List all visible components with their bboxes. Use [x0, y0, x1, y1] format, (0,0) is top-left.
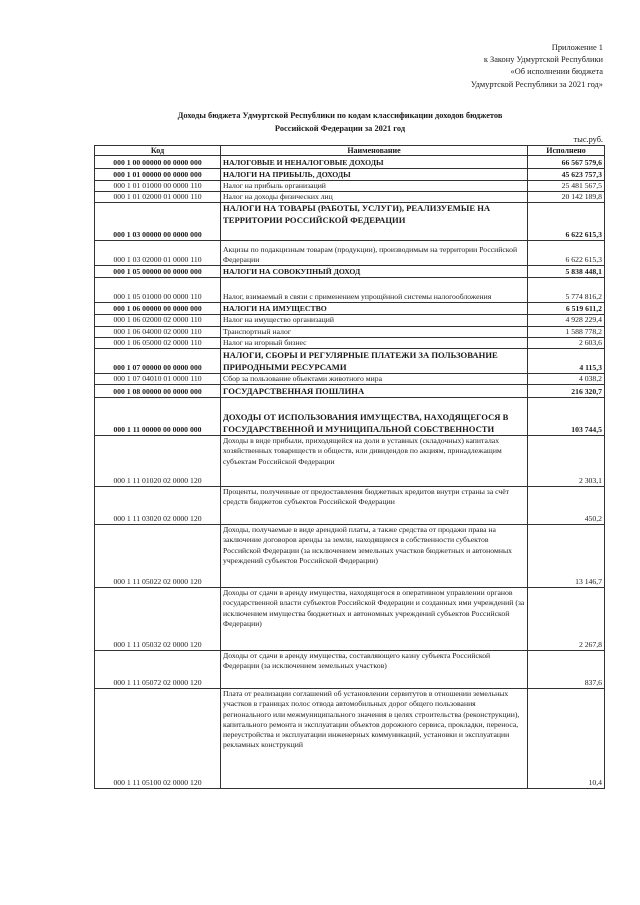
row-name: ГОСУДАРСТВЕННАЯ ПОШЛИНА [221, 385, 528, 398]
row-code: 000 1 11 05032 02 0000 120 [95, 588, 221, 651]
header-code: Код [95, 146, 221, 156]
row-code: 000 1 06 02000 02 0000 110 [95, 315, 221, 326]
title-line: Российской Федерации за 2021 год [274, 124, 406, 133]
row-name: Налог на прибыль организаций [221, 181, 528, 192]
row-name: Сбор за пользование объектами животного мира [221, 374, 528, 385]
table-row [95, 192, 605, 203]
table-row [95, 374, 605, 385]
row-name: Налог на игорный бизнес [221, 337, 528, 348]
row-name: НАЛОГОВЫЕ И НЕНАЛОГОВЫЕ ДОХОДЫ [221, 156, 528, 169]
row-value: 2 603,6 [528, 337, 605, 348]
table-row [95, 525, 605, 588]
row-code: 000 1 11 00000 00 0000 000 [95, 398, 221, 436]
row-name: Акцизы по подакцизным товарам (продукции), производимым на территории Российской Федерации [221, 241, 528, 266]
table-row [95, 156, 605, 169]
table-row [95, 349, 605, 374]
row-code: 000 1 01 02000 01 0000 110 [95, 192, 221, 203]
row-code: 000 1 11 01020 02 0000 120 [95, 436, 221, 487]
row-name: Транспортный налог [221, 326, 528, 337]
appendix-line: Удмуртской Республики за 2021 год» [470, 79, 603, 89]
table-row [95, 203, 605, 241]
table-row [95, 326, 605, 337]
row-value: 20 142 189,8 [528, 192, 605, 203]
table-header-row [95, 146, 605, 156]
row-value: 6 519 611,2 [528, 303, 605, 315]
row-value: 4 038,2 [528, 374, 605, 385]
row-name: Доходы, получаемые в виде арендной платы, а также средства от продажи права на заключение договоров аренды за земли, находящиеся в собственности субъектов Российской Федерации (за исключением земельных участков бюджетных и автономных учреждений субъектов Российской Федерации) [221, 525, 528, 588]
row-code: 000 1 01 01000 00 0000 110 [95, 181, 221, 192]
row-value: 2 267,8 [528, 588, 605, 651]
table-row [95, 487, 605, 525]
row-code: 000 1 01 00000 00 0000 000 [95, 169, 221, 181]
table-row [95, 278, 605, 303]
row-name: НАЛОГИ, СБОРЫ И РЕГУЛЯРНЫЕ ПЛАТЕЖИ ЗА ПОЛЬЗОВАНИЕ ПРИРОДНЫМИ РЕСУРСАМИ [221, 349, 528, 374]
document-title [90, 109, 590, 135]
row-code: 000 1 03 02000 01 0000 110 [95, 241, 221, 266]
table-row [95, 266, 605, 278]
row-name: ДОХОДЫ ОТ ИСПОЛЬЗОВАНИЯ ИМУЩЕСТВА, НАХОДЯЩЕГОСЯ В ГОСУДАРСТВЕННОЙ И МУНИЦИПАЛЬНОЙ СОБСТВЕННОСТИ [221, 398, 528, 436]
appendix-line: к Закону Удмуртской Республики [483, 55, 603, 65]
table-row [95, 385, 605, 398]
row-code: 000 1 03 00000 00 0000 000 [95, 203, 221, 241]
table-row [95, 169, 605, 181]
row-value: 4 928 229,4 [528, 315, 605, 326]
row-name: НАЛОГИ НА ПРИБЫЛЬ, ДОХОДЫ [221, 169, 528, 181]
row-value: 6 622 615,3 [528, 203, 605, 241]
row-code: 000 1 11 05072 02 0000 120 [95, 651, 221, 689]
row-code: 000 1 05 01000 00 0000 110 [95, 278, 221, 303]
row-value: 66 567 579,6 [528, 156, 605, 169]
row-value: 4 115,3 [528, 349, 605, 374]
table-row [95, 337, 605, 348]
row-code: 000 1 07 04010 01 0000 110 [95, 374, 221, 385]
row-code: 000 1 11 03020 02 0000 120 [95, 487, 221, 525]
row-code: 000 1 11 05022 02 0000 120 [95, 525, 221, 588]
row-value: 5 838 448,1 [528, 266, 605, 278]
units-label: тыс.руб. [573, 135, 603, 144]
row-code: 000 1 00 00000 00 0000 000 [95, 156, 221, 169]
row-code: 000 1 05 00000 00 0000 000 [95, 266, 221, 278]
row-code: 000 1 06 00000 00 0000 000 [95, 303, 221, 315]
title-line: Доходы бюджета Удмуртской Республики по кодам классификации доходов бюджетов [177, 111, 503, 120]
row-name: Доходы в виде прибыли, приходящейся на доли в уставных (складочных) капиталах хозяйственных товариществ и обществ, или дивидендов по акциям, принадлежащим субъектам Российской Федерации [221, 436, 528, 487]
row-name: Доходы от сдачи в аренду имущества, находящегося в оперативном управлении органов государственной власти субъектов Российской Федерации и созданных ими учреждений (за исключением имущества бюджетных и автономных учреждений субъектов Российской Федерации) [221, 588, 528, 651]
row-value: 837,6 [528, 651, 605, 689]
row-value: 1 588 778,2 [528, 326, 605, 337]
table-row [95, 588, 605, 651]
table-row [95, 651, 605, 689]
row-name: Налог на имущество организаций [221, 315, 528, 326]
row-value: 10,4 [528, 689, 605, 789]
row-code: 000 1 06 04000 02 0000 110 [95, 326, 221, 337]
row-name: Плата от реализации соглашений об установлении сервитутов в отношении земельных участков в границах полос отвода автомобильных дорог общего пользования регионального или межмуниципального значения в целях строительства (реконструкции), капитального ремонта и эксплуатации объектов дорожного сервиса, прокладки, переноса, переустройства и эксплуатации инженерных коммуникаций, установки и эксплуатации рекламных конструкций [221, 689, 528, 789]
table-row [95, 398, 605, 436]
table-row [95, 181, 605, 192]
row-name: Налог, взимаемый в связи с применением упрощённой системы налогообложения [221, 278, 528, 303]
header-name: Наименование [221, 146, 528, 156]
row-value: 2 303,1 [528, 436, 605, 487]
row-value: 13 146,7 [528, 525, 605, 588]
row-name: Налог на доходы физических лиц [221, 192, 528, 203]
appendix-note [403, 42, 603, 91]
row-value: 103 744,5 [528, 398, 605, 436]
row-name: Проценты, полученные от предоставления бюджетных кредитов внутри страны за счёт средств бюджетов субъектов Российской Федерации [221, 487, 528, 525]
appendix-line: Приложение 1 [551, 43, 603, 52]
row-value: 6 622 615,3 [528, 241, 605, 266]
table-row [95, 241, 605, 266]
table-row [95, 303, 605, 315]
row-code: 000 1 08 00000 00 0000 000 [95, 385, 221, 398]
row-value: 45 623 757,3 [528, 169, 605, 181]
row-code: 000 1 11 05100 02 0000 120 [95, 689, 221, 789]
row-code: 000 1 06 05000 02 0000 110 [95, 337, 221, 348]
row-name: НАЛОГИ НА ИМУЩЕСТВО [221, 303, 528, 315]
row-code: 000 1 07 00000 00 0000 000 [95, 349, 221, 374]
header-value: Исполнено [528, 146, 605, 156]
row-value: 25 481 567,5 [528, 181, 605, 192]
revenue-table [94, 145, 605, 789]
row-name: НАЛОГИ НА СОВОКУПНЫЙ ДОХОД [221, 266, 528, 278]
row-value: 5 774 816,2 [528, 278, 605, 303]
appendix-line: «Об исполнении бюджета [510, 67, 603, 77]
table-row [95, 436, 605, 487]
table-row [95, 689, 605, 789]
row-name: НАЛОГИ НА ТОВАРЫ (РАБОТЫ, УСЛУГИ), РЕАЛИЗУЕМЫЕ НА ТЕРРИТОРИИ РОССИЙСКОЙ ФЕДЕРАЦИИ [221, 203, 528, 241]
row-value: 450,2 [528, 487, 605, 525]
row-name: Доходы от сдачи в аренду имущества, составляющего казну субъекта Российской Федерации (за исключением земельных участков) [221, 651, 528, 689]
row-value: 216 320,7 [528, 385, 605, 398]
table-row [95, 315, 605, 326]
